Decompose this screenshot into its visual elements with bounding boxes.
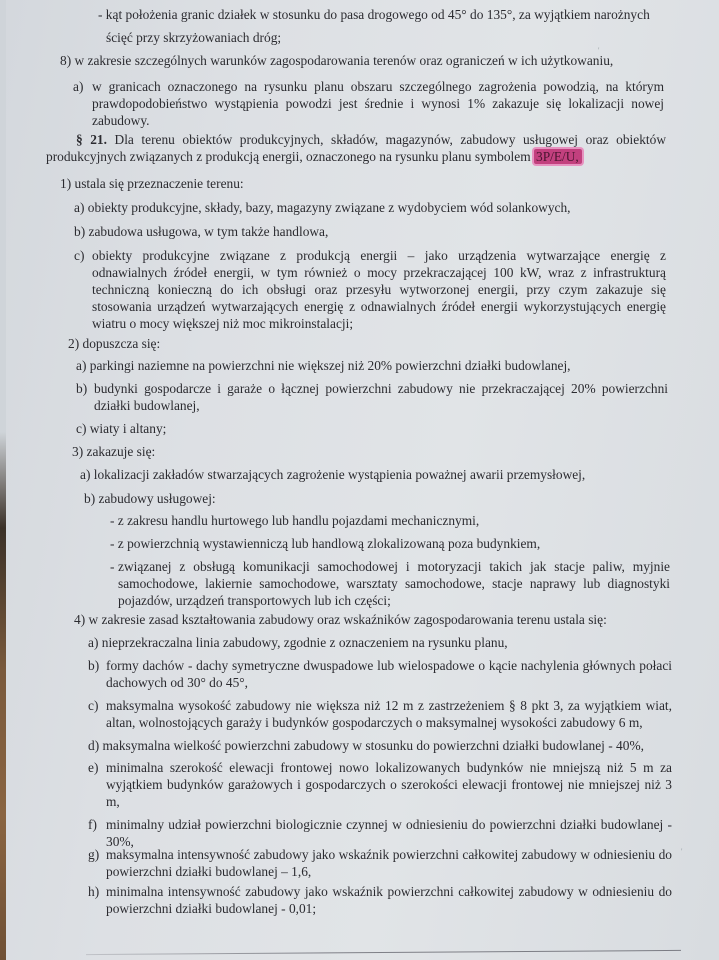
stray-mark: ' [681, 847, 683, 856]
section-21-p1-b: b) zabudowa usługowa, w tym także handlowa, [74, 224, 329, 239]
section-21-p1-c-label: c) [74, 248, 85, 263]
section-21-p2-heading: 2) dopuszcza się: [68, 336, 161, 351]
section-21-p2-a: a) parkingi naziemne na powierzchni nie większej niż 20% powierzchni działki budowlanej, [76, 358, 571, 373]
section-21-p3-b: b) zabudowy usługowej: [84, 491, 216, 506]
section-21-p3-dash3: związanej z obsługą komunikacji samochodowej i motoryzacji takich jak stacje paliw, myjnie samochodowe, lakiernie samochodowe, warsztaty samochodowe, stacje naprawy lub diagnostyki pojazdów, urządzeń transportowych lub ich części; [118, 559, 670, 608]
section-21-p2-b-label: b) [76, 381, 88, 396]
section-21-p4-b-label: b) [88, 658, 100, 673]
document-page [6, 0, 719, 960]
section-21-p1-c: obiekty produkcyjne związane z produkcją energii – jako urządzenia wytwarzające energię z odnawialnych źródeł energii, w tym również o mocy przekraczającej 100 kW, wraz z infrastrukturą techniczną konieczną do ich obsługi oraz przesyłu wytworzonej energii, przy czym zakazuje się stosowania urządzeń wytwarzających energię z odnawialnych źródeł energii wykorzystujących energię wiatru o mocy większej niż moc mikroinstalacji; [92, 248, 666, 331]
section-21-p4-h-label: h) [88, 884, 100, 899]
section-21-p3-dash3-label: - [110, 559, 115, 574]
dash-item-plot-angle: - kąt położenia granic działek w stosunku do pasa drogowego od 45° do 135°, za wyjątkiem narożnych [98, 7, 650, 22]
section-21-p4-b: formy dachów - dachy symetryczne dwuspadowe lub wielospadowe o kącie nachylenia głównych połaci dachowych od 30° do 45°, [106, 658, 672, 690]
section-21-p4-e: minimalna szerokość elewacji frontowej nowo lokalizowanych budynków nie mniejszą niż 5 m za wyjątkiem budynków garażowych i gospodarczych o szerokości elewacji frontowej nie mniejszej niż 3 m, [106, 760, 672, 809]
item-8: 8) w zakresie szczególnych warunków zagospodarowania terenów oraz ograniczeń w ich użytkowaniu, [60, 53, 614, 68]
section-21-p3-dash2: - z powierzchnią wystawienniczą lub handlową zlokalizowaną poza budynkiem, [110, 536, 541, 551]
section-21-p1-a: a) obiekty produkcyjne, składy, bazy, magazyny związane z wydobyciem wód solankowych, [74, 200, 571, 215]
section-21-p2-b: budynki gospodarcze i garaże o łącznej powierzchni zabudowy nie przekraczającej 20% powierzchni działki budowlanej, [94, 381, 668, 413]
stray-mark: ' [598, 46, 600, 55]
zone-symbol-highlight: 3P/E/U, [534, 149, 582, 164]
item-8a-text: w granicach oznaczonego na rysunku planu obszaru szczególnego zagrożenia powodzią, na którym prawdopodobieństwo wystąpienia powodzi jest średnie i wynosi 1% zakazuje się lokalizacji nowej zabudowy. [92, 79, 664, 128]
section-21-p4-e-label: e) [88, 760, 99, 775]
item-8a-label: a) [73, 79, 84, 94]
section-21-p4-g: maksymalna intensywność zabudowy jako wskaźnik powierzchni całkowitej zabudowy w odniesieniu do powierzchni działki budowlanej – 1,6, [106, 847, 672, 879]
section-21-intro [46, 131, 666, 165]
section-21-p4-a: a) nieprzekraczalna linia zabudowy, zgodnie z oznaczeniem na rysunku planu, [88, 635, 508, 650]
section-21-number: § 21. [76, 132, 107, 147]
footer-rule [86, 950, 681, 955]
section-21-p4-heading: 4) w zakresie zasad kształtowania zabudowy oraz wskaźników zagospodarowania terenu ustala się: [74, 612, 607, 627]
section-21-p2-c: c) wiaty i altany; [76, 421, 167, 436]
section-21-p3-heading: 3) zakazuje się: [72, 444, 156, 459]
dash-item-plot-angle-cont: ścięć przy skrzyżowaniach dróg; [106, 30, 282, 45]
section-21-p4-c: maksymalna wysokość zabudowy nie większa niż 12 m z zastrzeżeniem § 8 pkt 3, za wyjątkiem wiat, altan, wolnostojących garaży i budynków gospodarczych o maksymalnej wysokości zabudowy 6 m, [106, 698, 672, 730]
section-21-p1-heading: 1) ustala się przeznaczenie terenu: [60, 176, 244, 191]
section-21-p4-h: minimalna intensywność zabudowy jako wskaźnik powierzchni całkowitej zabudowy w odniesieniu do powierzchni działki budowlanej - 0,01; [106, 884, 672, 916]
section-21-intro-text: Dla terenu obiektów produkcyjnych, składów, magazynów, zabudowy usługowej oraz obiektów produkcyjnych związanych z produkcją energii, oznaczonego na rysunku planu symbolem [46, 132, 666, 164]
section-21-p3-dash1: - z zakresu handlu hurtowego lub handlu pojazdami mechanicznymi, [110, 513, 480, 528]
section-21-p4-d: d) maksymalna wielkość powierzchni zabudowy w stosunku do powierzchni działki budowlanej - 40%, [88, 738, 644, 753]
section-21-p4-c-label: c) [88, 698, 99, 713]
section-21-p4-f-label: f) [88, 817, 97, 832]
section-21-p4-f: minimalny udział powierzchni biologicznie czynnej w odniesieniu do powierzchni działki budowlanej - 30%, [106, 817, 672, 849]
section-21-p4-g-label: g) [88, 847, 100, 862]
section-21-p3-a: a) lokalizacji zakładów stwarzających zagrożenie wystąpienia poważnej awarii przemysłowej, [80, 467, 586, 482]
